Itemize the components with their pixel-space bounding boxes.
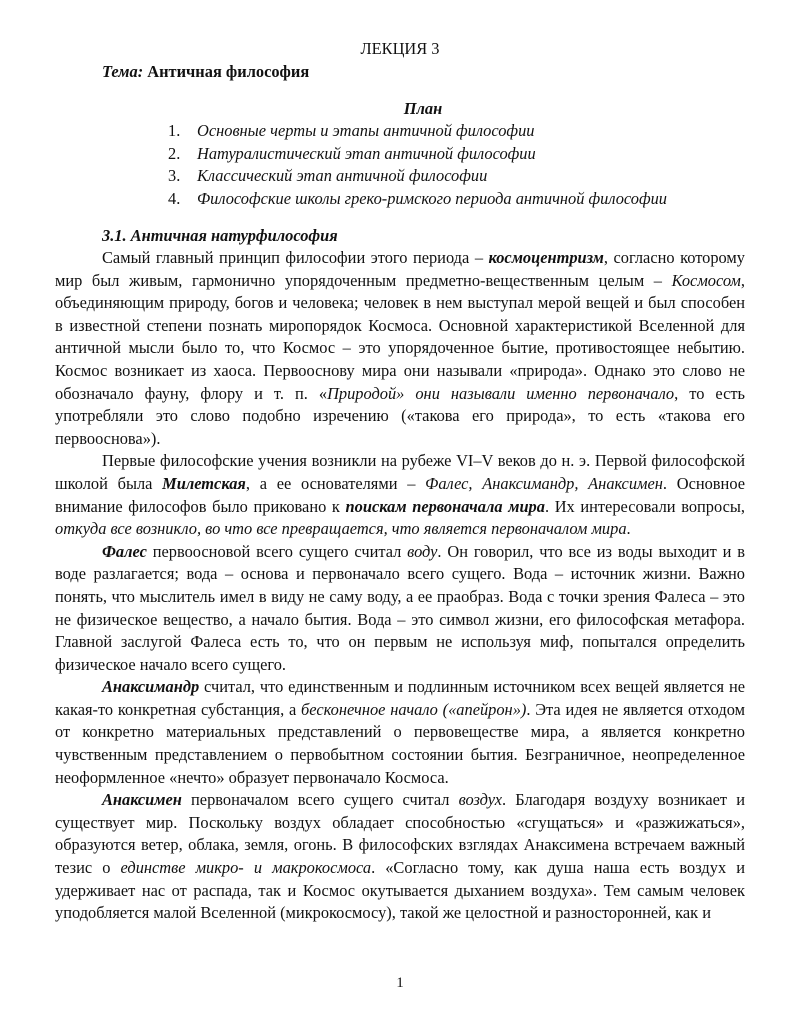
text-run: , а ее основателями – bbox=[245, 473, 426, 493]
paragraph-thales bbox=[55, 541, 745, 677]
italic-term: Фалес, Анаксимандр, Анаксимен bbox=[425, 473, 663, 493]
plan-list bbox=[168, 120, 667, 210]
text-run: Первые философские учения возникли на рубеже VI–V веков до н. э. Первой философской школой была bbox=[55, 451, 745, 493]
text-run: , то есть употребляли это слово подобно изречению («такова его природа», то есть «такова его первооснова»). bbox=[55, 383, 745, 448]
emphasis-term: Анаксимандр bbox=[102, 677, 200, 697]
paragraph-miletus-school bbox=[55, 450, 745, 540]
text-run: первоосновой всего сущего считал bbox=[146, 541, 408, 561]
text-run: . bbox=[626, 519, 631, 539]
italic-term: Космосом bbox=[671, 270, 741, 290]
emphasis-term: Фалес bbox=[102, 541, 147, 561]
page-number: 1 bbox=[396, 975, 404, 991]
plan-item-text: Философские школы греко-римского периода античной философии bbox=[197, 188, 667, 208]
plan-item bbox=[168, 143, 667, 166]
lecture-heading: ЛЕКЦИЯ 3 bbox=[360, 39, 440, 58]
plan-item-number: 3. bbox=[168, 166, 181, 186]
italic-term: воздух bbox=[458, 790, 503, 810]
topic-label: Тема: bbox=[102, 62, 144, 81]
plan-item-text: Основные черты и этапы античной философии bbox=[197, 121, 535, 140]
text-run: , объединяющим природу, богов и человека; человек в нем выступал мерой вещей и был способен в известной степени познать миропорядок Космоса. Основной характеристикой Вселенной для античной мысли было то, что Космос – это упорядоченное бытие, противостоящее небытию. Космос возникает из хаоса. Первооснову мира они называли «природа». Однако это слово не обозначало фауну, флору и т. п. « bbox=[55, 270, 745, 403]
topic-line bbox=[102, 61, 309, 84]
plan-item bbox=[168, 120, 667, 143]
plan-item-text: Натуралистический этап античной философии bbox=[197, 143, 536, 163]
plan-item bbox=[168, 165, 667, 188]
emphasis-term: поискам первоначала мира bbox=[345, 496, 545, 516]
text-run: , согласно которому мир был живым, гармонично упорядоченным предметно-вещественным целым – bbox=[55, 248, 745, 290]
topic-value: Античная философия bbox=[147, 62, 310, 81]
emphasis-term: Милетская bbox=[162, 473, 246, 493]
italic-term: откуда все возникло, во что все превращается, что является первоначалом мира bbox=[55, 519, 627, 539]
plan-item-number: 2. bbox=[168, 143, 181, 163]
paragraph-cosmocentrism bbox=[55, 247, 745, 450]
paragraph-anaximenes bbox=[55, 789, 745, 925]
text-run: . Он говорил, что все из воды выходит и в воде разлагается; вода – основа и первоначало всего сущего. Вода – источник жизни. Важно понять, что мыслитель имел в виду не саму воду, а ее праобраз. Вода с точки зрения Фалеса – это не физическое вещество, а начало бытия. Вода – это символ жизни, его философская метафора. Главной заслугой Фалеса есть то, что он первым не используя миф, попытался определить физическое начало всего сущего. bbox=[55, 541, 745, 674]
text-run: Самый главный принцип философии этого периода – bbox=[102, 248, 489, 267]
emphasis-term: Анаксимен bbox=[102, 790, 182, 810]
text-run: . Благодаря воздуху возникает и существует мир. Поскольку воздух обладает способностью «сгущаться» и «разжижаться», образуются ветер, облака, земля, огонь. В философских взглядах Анаксимена встречаем важный тезис о bbox=[55, 790, 745, 878]
plan-item bbox=[168, 188, 667, 211]
section-heading: 3.1. Античная натурфилософия bbox=[102, 226, 338, 245]
plan-item-number: 1. bbox=[168, 121, 181, 140]
plan-item-text: Классический этап античной философии bbox=[197, 166, 488, 186]
emphasis-term: космоцентризм bbox=[488, 248, 604, 267]
text-run: . Основное внимание философов было приковано к bbox=[55, 473, 745, 516]
text-run: . «Согласно тому, как душа наша есть воздух и удерживает нас от распада, так и Космос окутывается дыханием воздуха». Тем самым человек уподобляется малой Вселенной (микрокосмосу), такой же целостной и разносторонней, как и bbox=[55, 858, 745, 923]
italic-term: единстве микро- и макрокосмоса bbox=[120, 858, 372, 878]
text-run: первоначалом всего сущего считал bbox=[181, 790, 459, 810]
text-run: считал, что единственным и подлинным источником всех вещей является не какая-то конкретная субстанция, а bbox=[55, 677, 745, 719]
plan-item-number: 4. bbox=[168, 188, 181, 208]
text-run: . Эта идея не является отходом от конкретно материальных представлений о первовеществе мира, а является конкретно чувственным представлением о первобытном состоянии бытия. Безграничное, неопределенное неоформленное «нечто» образует первоначало Космоса. bbox=[55, 699, 745, 787]
plan-title: План bbox=[403, 99, 443, 118]
text-run: . Их интересовали вопросы, bbox=[544, 496, 745, 516]
italic-term: воду bbox=[407, 541, 438, 561]
italic-term: бесконечное начало («апейрон») bbox=[301, 699, 527, 719]
body-text bbox=[55, 247, 745, 925]
italic-term: Природой» они называли именно первоначало bbox=[327, 383, 675, 403]
paragraph-anaximander bbox=[55, 676, 745, 789]
